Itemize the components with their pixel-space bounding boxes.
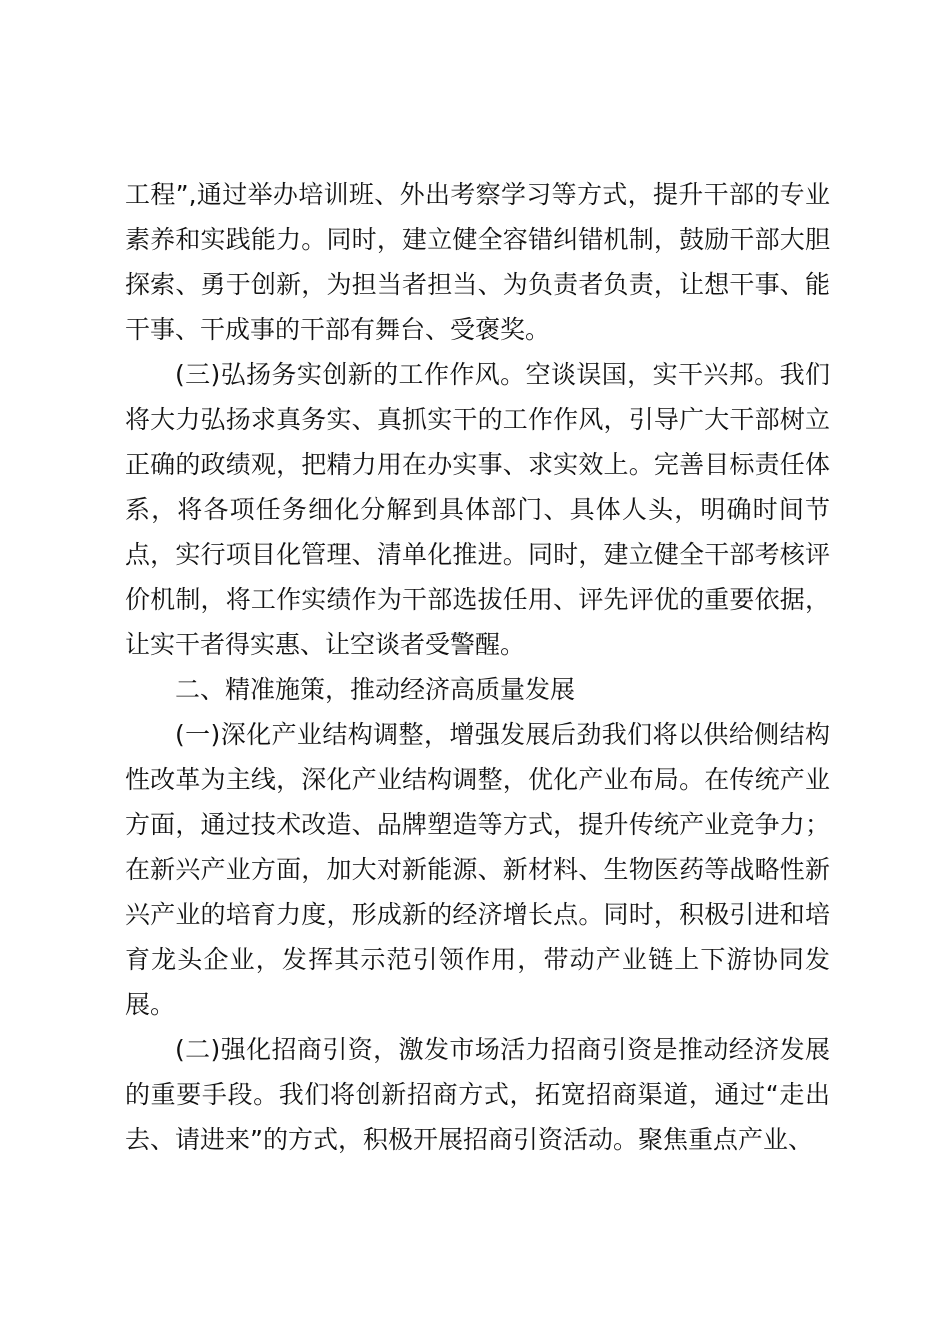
paragraph-investment: (二)强化招商引资，激发市场活力招商引资是推动经济发展的重要手段。我们将创新招商方式，拓宽招商渠道，通过“走出去、请进来”的方式，积极开展招商引资活动。聚焦重点产业、 xyxy=(125,1035,830,1154)
paragraph-industry-structure: (一)深化产业结构调整，增强发展后劲我们将以供给侧结构性改革为主线，深化产业结构调整，优化产业布局。在传统产业方面，通过技术改造、品牌塑造等方式，提升传统产业竞争力；在新兴产业方面，加大对新能源、新材料、生物医药等战略性新兴产业的培育力度，形成新的经济增长点。同时，积极引进和培育龙头企业，发挥其示范引领作用，带动产业链上下游协同发展。 xyxy=(125,720,830,1019)
paragraph-work-style: (三)弘扬务实创新的工作作风。空谈误国，实干兴邦。我们将大力弘扬求真务实、真抓实干的工作作风，引导广大干部树立正确的政绩观，把精力用在办实事、求实效上。完善目标责任体系，将各项任务细化分解到具体部门、具体人头，明确时间节点，实行项目化管理、清单化推进。同时，建立健全干部考核评价机制，将工作实绩作为干部选拔任用、评先评优的重要依据，让实干者得实惠、让空谈者受警醒。 xyxy=(125,360,830,659)
section-heading: 二、精准施策，推动经济高质量发展 xyxy=(175,675,576,704)
paragraph-continuation: 工程”,通过举办培训班、外出考察学习等方式，提升干部的专业素养和实践能力。同时，建立健全容错纠错机制，鼓励干部大胆探索、勇于创新，为担当者担当、为负责者负责，让想干事、能干事、干成事的干部有舞台、受褒奖。 xyxy=(125,180,830,344)
document-body xyxy=(125,172,830,1162)
